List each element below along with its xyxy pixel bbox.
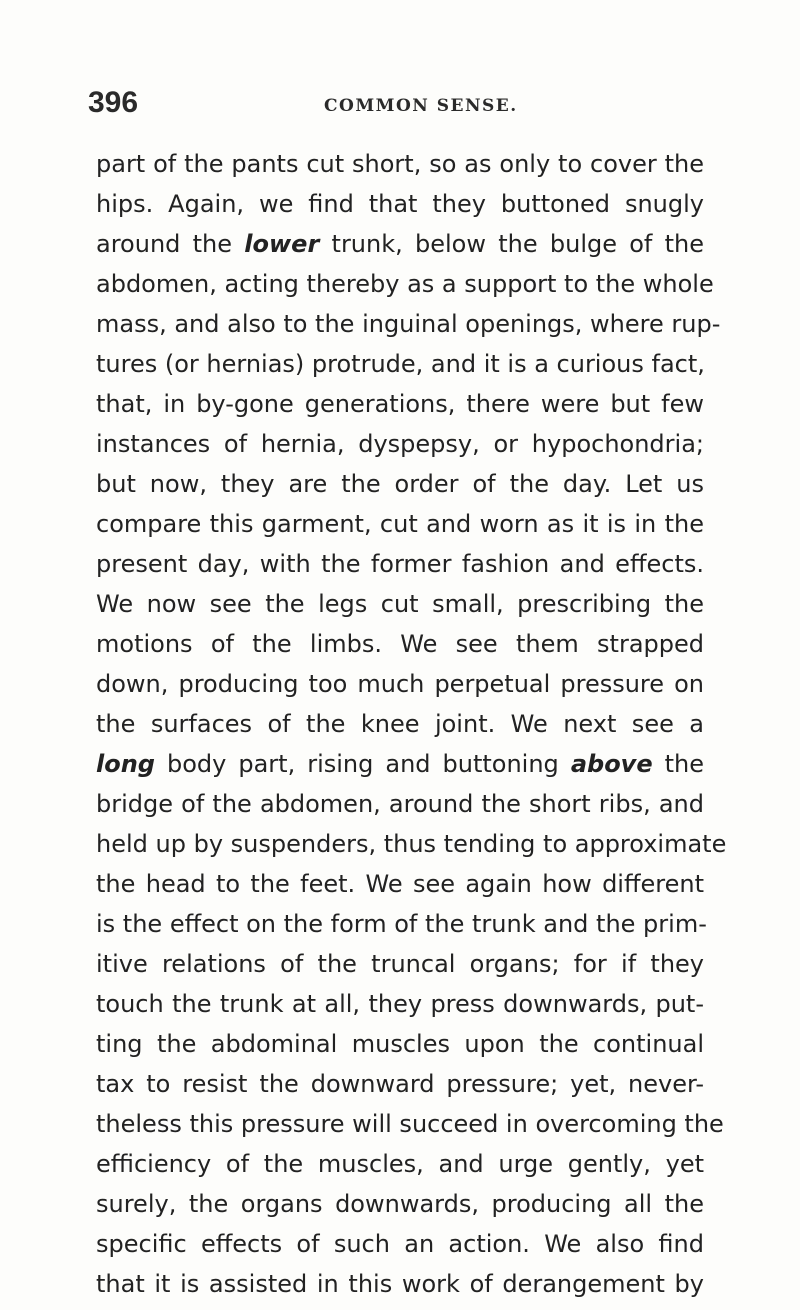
text-segment: the head to the feet. We see again how different [96,870,704,898]
text-segment: We now see the legs cut small, prescribing the [96,590,704,618]
text-line [96,504,704,544]
text-segment: compare this garment, cut and worn as it is in the [96,510,704,538]
text-line [96,384,704,424]
text-line [96,264,714,304]
text-line [96,344,704,384]
text-line [96,744,704,784]
text-segment: down, producing too much perpetual pressure on [96,670,704,698]
text-line [96,1104,724,1144]
text-segment: tax to resist the downward pressure; yet, never- [96,1070,704,1098]
text-segment: mass, and also to the inguinal openings, where rup- [96,310,721,338]
text-line [96,464,704,504]
text-segment: specific effects of such an action. We also find [96,1230,704,1258]
text-line [96,624,704,664]
text-segment: touch the trunk at all, they press downwards, put- [96,990,704,1018]
text-line [96,704,704,744]
text-line [96,1264,704,1304]
text-segment: the [652,750,705,778]
text-segment: that it is assisted in this work of derangement by [96,1270,704,1298]
text-line [96,584,704,624]
italic-text: above [570,750,653,778]
body-text [96,144,727,1304]
page-number: 396 [88,86,139,119]
text-line [96,984,704,1024]
text-segment: abdomen, acting thereby as a support to the whole [96,270,714,298]
text-segment: that, in by-gone generations, there were but few [96,390,704,418]
text-line [96,904,707,944]
text-segment: body part, rising and buttoning [154,750,571,778]
text-line [96,424,704,464]
text-line [96,144,704,184]
text-segment: bridge of the abdomen, around the short ribs, and [96,790,704,818]
text-segment: part of the pants cut short, so as only to cover the [96,150,704,178]
text-segment: around the [96,230,245,258]
text-segment: the surfaces of the knee joint. We next see a [96,710,704,738]
text-segment: motions of the limbs. We see them strapped [96,630,704,658]
text-segment: hips. Again, we find that they buttoned snugly [96,190,704,218]
text-line [96,544,704,584]
text-line [96,864,704,904]
text-segment: held up by suspenders, thus tending to approximate [96,830,727,858]
text-segment: surely, the organs downwards, producing all the [96,1190,704,1218]
text-segment: is the effect on the form of the trunk and the prim- [96,910,707,938]
text-segment: ting the abdominal muscles upon the continual [96,1030,704,1058]
text-segment: itive relations of the truncal organs; for if they [96,950,704,978]
text-segment: theless this pressure will succeed in overcoming the [96,1110,724,1138]
text-line [96,1064,704,1104]
text-line [96,784,704,824]
italic-text: long [96,750,155,778]
text-line [96,1224,704,1264]
text-line [96,1144,704,1184]
text-line [96,184,704,224]
text-line [96,224,704,264]
text-segment: trunk, below the bulge of the [319,230,705,258]
text-line [96,664,704,704]
text-line [96,1024,704,1064]
text-line [96,1184,704,1224]
text-segment: but now, they are the order of the day. Let us [96,470,704,498]
text-line [96,944,704,984]
italic-text: lower [244,230,320,258]
running-head [88,86,712,126]
text-segment: efficiency of the muscles, and urge gently, yet [96,1150,704,1178]
text-line [96,304,721,344]
text-segment: tures (or hernias) protrude, and it is a curious fact, [96,350,705,378]
text-segment: instances of hernia, dyspepsy, or hypochondria; [96,430,704,458]
text-line [96,824,727,864]
text-segment: present day, with the former fashion and effects. [96,550,704,578]
running-title: COMMON SENSE. [324,96,518,116]
